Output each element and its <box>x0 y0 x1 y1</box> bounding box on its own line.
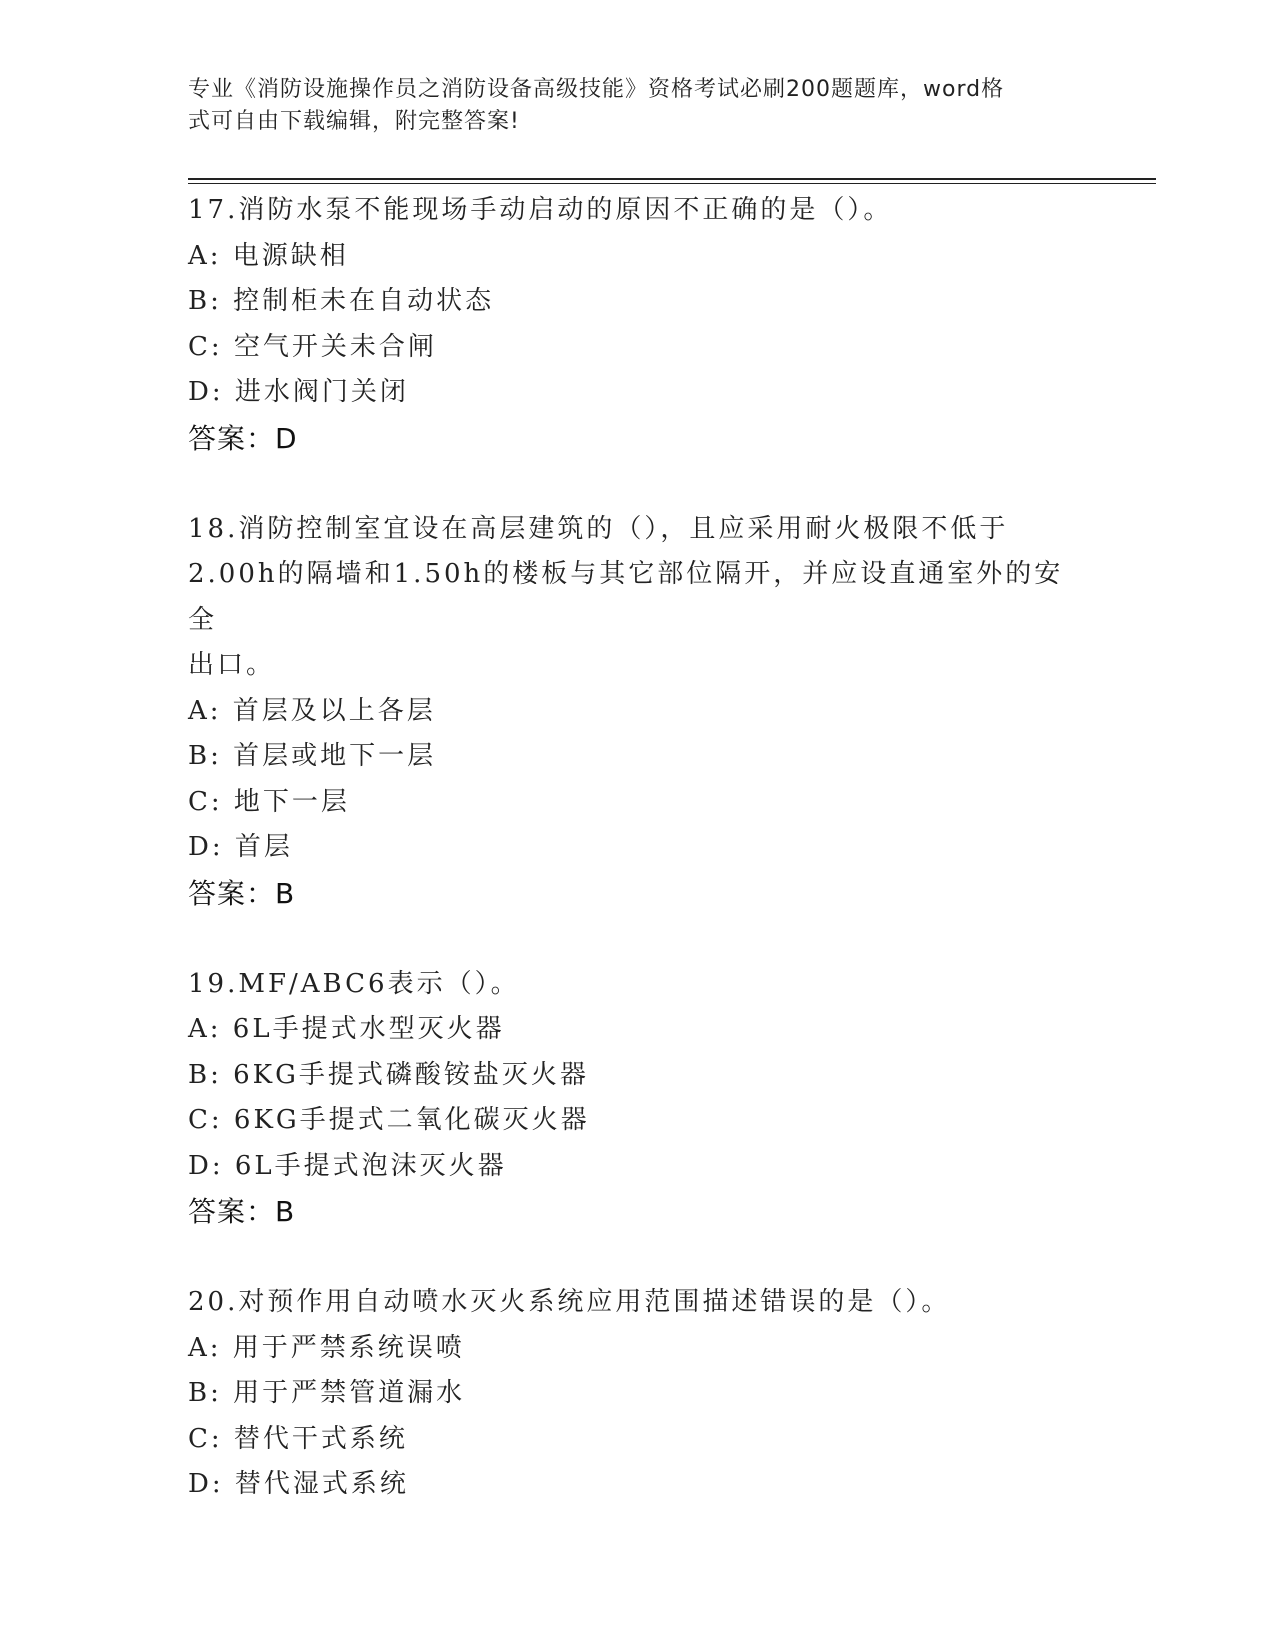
question-list <box>188 188 1088 1508</box>
question-spacer <box>188 1235 1088 1281</box>
option-c: C: 6KG手提式二氧化碳灭火器 <box>188 1105 590 1135</box>
option-a: A: 用于严禁系统误喷 <box>188 1332 465 1363</box>
header-divider-thin <box>188 183 1156 184</box>
header-title-line-1: 专业《消防设施操作员之消防设备高级技能》资格考试必刷200题题库，word格 <box>188 77 1005 102</box>
answer-text: 答案：D <box>188 421 298 455</box>
question-stem-line-3: 出口。 <box>188 650 276 680</box>
question-19 <box>188 962 1088 1235</box>
answer-text: 答案：B <box>188 1195 296 1228</box>
question-stem: 20.对预作用自动喷水灭火系统应用范围描述错误的是（）。 <box>188 1287 951 1317</box>
option-c: C: 替代干式系统 <box>188 1423 408 1454</box>
option-b: B: 6KG手提式磷酸铵盐灭火器 <box>188 1059 589 1090</box>
option-b: B: 用于严禁管道漏水 <box>188 1378 466 1408</box>
question-20 <box>188 1280 1088 1508</box>
question-stem: 19.MF/ABC6表示（）。 <box>188 968 520 999</box>
option-d: D: 进水阀门关闭 <box>188 377 409 407</box>
option-c: C: 空气开关未合闸 <box>188 331 437 362</box>
option-d: D: 首层 <box>188 832 293 862</box>
header-divider <box>188 178 1156 180</box>
option-d: D: 替代湿式系统 <box>188 1469 409 1499</box>
document-header <box>188 74 1088 138</box>
question-stem: 17.消防水泵不能现场手动启动的原因不正确的是（）。 <box>188 195 893 225</box>
header-title-line-2: 式可自由下载编辑，附完整答案! <box>188 109 520 134</box>
option-a: A: 6L手提式水型灭火器 <box>188 1014 505 1044</box>
option-b: B: 控制柜未在自动状态 <box>188 286 495 316</box>
option-b: B: 首层或地下一层 <box>188 741 437 771</box>
question-spacer <box>188 461 1088 507</box>
question-17 <box>188 188 1088 461</box>
option-a: A: 首层及以上各层 <box>188 695 436 726</box>
question-18 <box>188 507 1088 917</box>
answer-text: 答案：B <box>188 876 296 910</box>
question-stem-line-1: 18.消防控制室宜设在高层建筑的（），且应采用耐火极限不低于 <box>188 513 1009 544</box>
option-a: A: 电源缺相 <box>188 240 349 271</box>
question-stem-line-2: 2.00h的隔墙和1.50h的楼板与其它部位隔开，并应设直通室外的安全 <box>188 559 1064 635</box>
option-c: C: 地下一层 <box>188 786 350 817</box>
option-d: D: 6L手提式泡沫灭火器 <box>188 1150 507 1181</box>
question-spacer <box>188 916 1088 962</box>
